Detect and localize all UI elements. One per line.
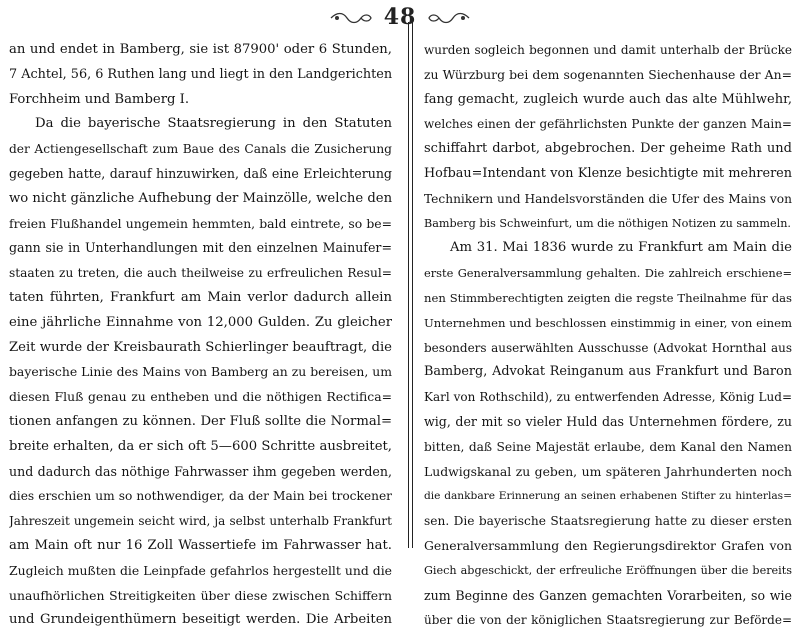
- text-line: fang gemacht, zugleich wurde auch das alte Mühlwehr,: [424, 91, 792, 107]
- text-line: dies erschien um so nothwendiger, da der Main bei trockener: [9, 489, 392, 504]
- text-line: bitten, daß Seine Majestät erlaube, dem Kanal den Namen: [424, 439, 792, 454]
- text-line: Ludwigskanal zu geben, um späteren Jahrhunderten noch: [424, 463, 792, 479]
- text-line: zum Beginne des Ganzen gemachten Vorarbeiten, so wie: [424, 587, 792, 603]
- text-line: Unternehmen und beschlossen einstimmig in einer, von einem: [424, 315, 792, 330]
- text-line: Generalversammlung den Regierungsdirektor Grafen von: [424, 537, 792, 553]
- text-line: Zugleich mußten die Leinpfade gefahrlos hergestellt und die: [9, 562, 392, 578]
- text-line: besonders auserwählten Ausschusse (Advokat Hornthal aus: [424, 340, 792, 355]
- text-line: an und endet in Bamberg, sie ist 87900' oder 6 Stunden,: [9, 42, 392, 57]
- text-line: freien Flußhandel ungemein hemmten, bald eintrete, so be=: [9, 215, 392, 231]
- text-line: wurden sogleich begonnen und damit unterhalb der Brücke: [424, 43, 792, 57]
- text-line: Forchheim und Bamberg I.: [9, 91, 190, 107]
- text-line: welches einen der gefährlichsten Punkte der ganzen Main=: [424, 117, 792, 132]
- text-line: gegeben hatte, darauf hinzuwirken, daß eine Erleichterung: [9, 165, 392, 181]
- text-line: 7 Achtel, 56, 6 Ruthen lang und liegt in den Landgerichten: [9, 66, 392, 82]
- page-number: 48: [383, 4, 417, 30]
- column-divider-rule: [408, 22, 413, 548]
- text-line: am Main oft nur 16 Zoll Wassertiefe im Fahrwasser hat.: [9, 537, 392, 553]
- text-line: Karl von Rothschild), zu entwerfenden Adresse, König Lud=: [424, 390, 792, 405]
- text-line: die dankbare Erinnerung an seinen erhabenen Stifter zu hinterlas=: [424, 490, 792, 503]
- left-column: [9, 38, 392, 633]
- text-line: bayerische Linie des Mains von Bamberg an zu bereisen, um: [9, 364, 392, 380]
- text-line: und dadurch das nöthige Fahrwasser ihm gegeben werden,: [9, 463, 392, 479]
- text-line: Jahreszeit ungemein seicht wird, ja selbst unterhalb Frankfurt: [9, 514, 392, 529]
- text-line: schiffahrt darbot, abgebrochen. Der geheime Rath und: [424, 141, 792, 157]
- text-line: Da die bayerische Staatsregierung in den Statuten: [35, 116, 392, 132]
- text-line: eine jährliche Einnahme von 12,000 Gulden. Zu gleicher: [9, 314, 392, 330]
- text-line: erste Generalversammlung gehalten. Die zahlreich erschiene=: [424, 266, 792, 281]
- text-line: nen Stimmberechtigten zeigten die regste Theilnahme für das: [424, 290, 792, 305]
- text-line: unaufhörlichen Streitigkeiten über diese zwischen Schiffern: [9, 587, 392, 603]
- right-flourish-ornament: [427, 10, 471, 26]
- text-line: über die von der königlichen Staatsregierung zur Beförde=: [424, 613, 792, 628]
- text-line: und Grundeigenthümern beseitigt werden. Die Arbeiten: [9, 612, 392, 628]
- text-line: gann sie in Unterhandlungen mit den einzelnen Mainufer=: [9, 240, 392, 256]
- page-header: [0, 2, 800, 32]
- text-line: Bamberg, Advokat Reinganum aus Frankfurt und Baron: [424, 364, 792, 380]
- text-line: breite erhalten, da er sich oft 5—600 Schritte ausbreitet,: [9, 438, 392, 454]
- text-line: Bamberg bis Schweinfurt, um die nöthigen Notizen zu sammeln.: [424, 216, 791, 230]
- text-line: Giech abgeschickt, der erfreuliche Eröffnungen über die bereits: [424, 563, 792, 577]
- text-line: zu Würzburg bei dem sogenannten Siechenhause der An=: [424, 66, 792, 82]
- text-line: wig, der mit so vieler Huld das Unternehmen fördere, zu: [424, 413, 792, 429]
- text-line: Am 31. Mai 1836 wurde zu Frankfurt am Main die: [450, 240, 792, 256]
- text-line: Technikern und Handelsvorständen die Ufer des Mains von: [424, 191, 792, 206]
- text-line: tionen anfangen zu können. Der Fluß sollte die Normal=: [9, 413, 392, 429]
- text-line: sen. Die bayerische Staatsregierung hatte zu dieser ersten: [424, 514, 792, 529]
- text-line: diesen Fluß genau zu entheben und die nöthigen Rectifica=: [9, 389, 392, 405]
- text-line: Hofbau=Intendant von Klenze besichtigte mit mehreren: [424, 165, 792, 181]
- text-line: Zeit wurde der Kreisbaurath Schierlinger beauftragt, die: [9, 339, 392, 355]
- left-flourish-ornament: [329, 10, 373, 26]
- text-line: wo nicht gänzliche Aufhebung der Mainzölle, welche den: [9, 190, 392, 206]
- text-line: der Actiengesellschaft zum Baue des Canals die Zusicherung: [9, 142, 392, 157]
- right-column: [424, 38, 792, 633]
- text-line: taten führten, Frankfurt am Main verlor dadurch allein: [9, 289, 392, 305]
- text-line: staaten zu treten, die auch theilweise zu erfreulichen Resul=: [9, 266, 392, 281]
